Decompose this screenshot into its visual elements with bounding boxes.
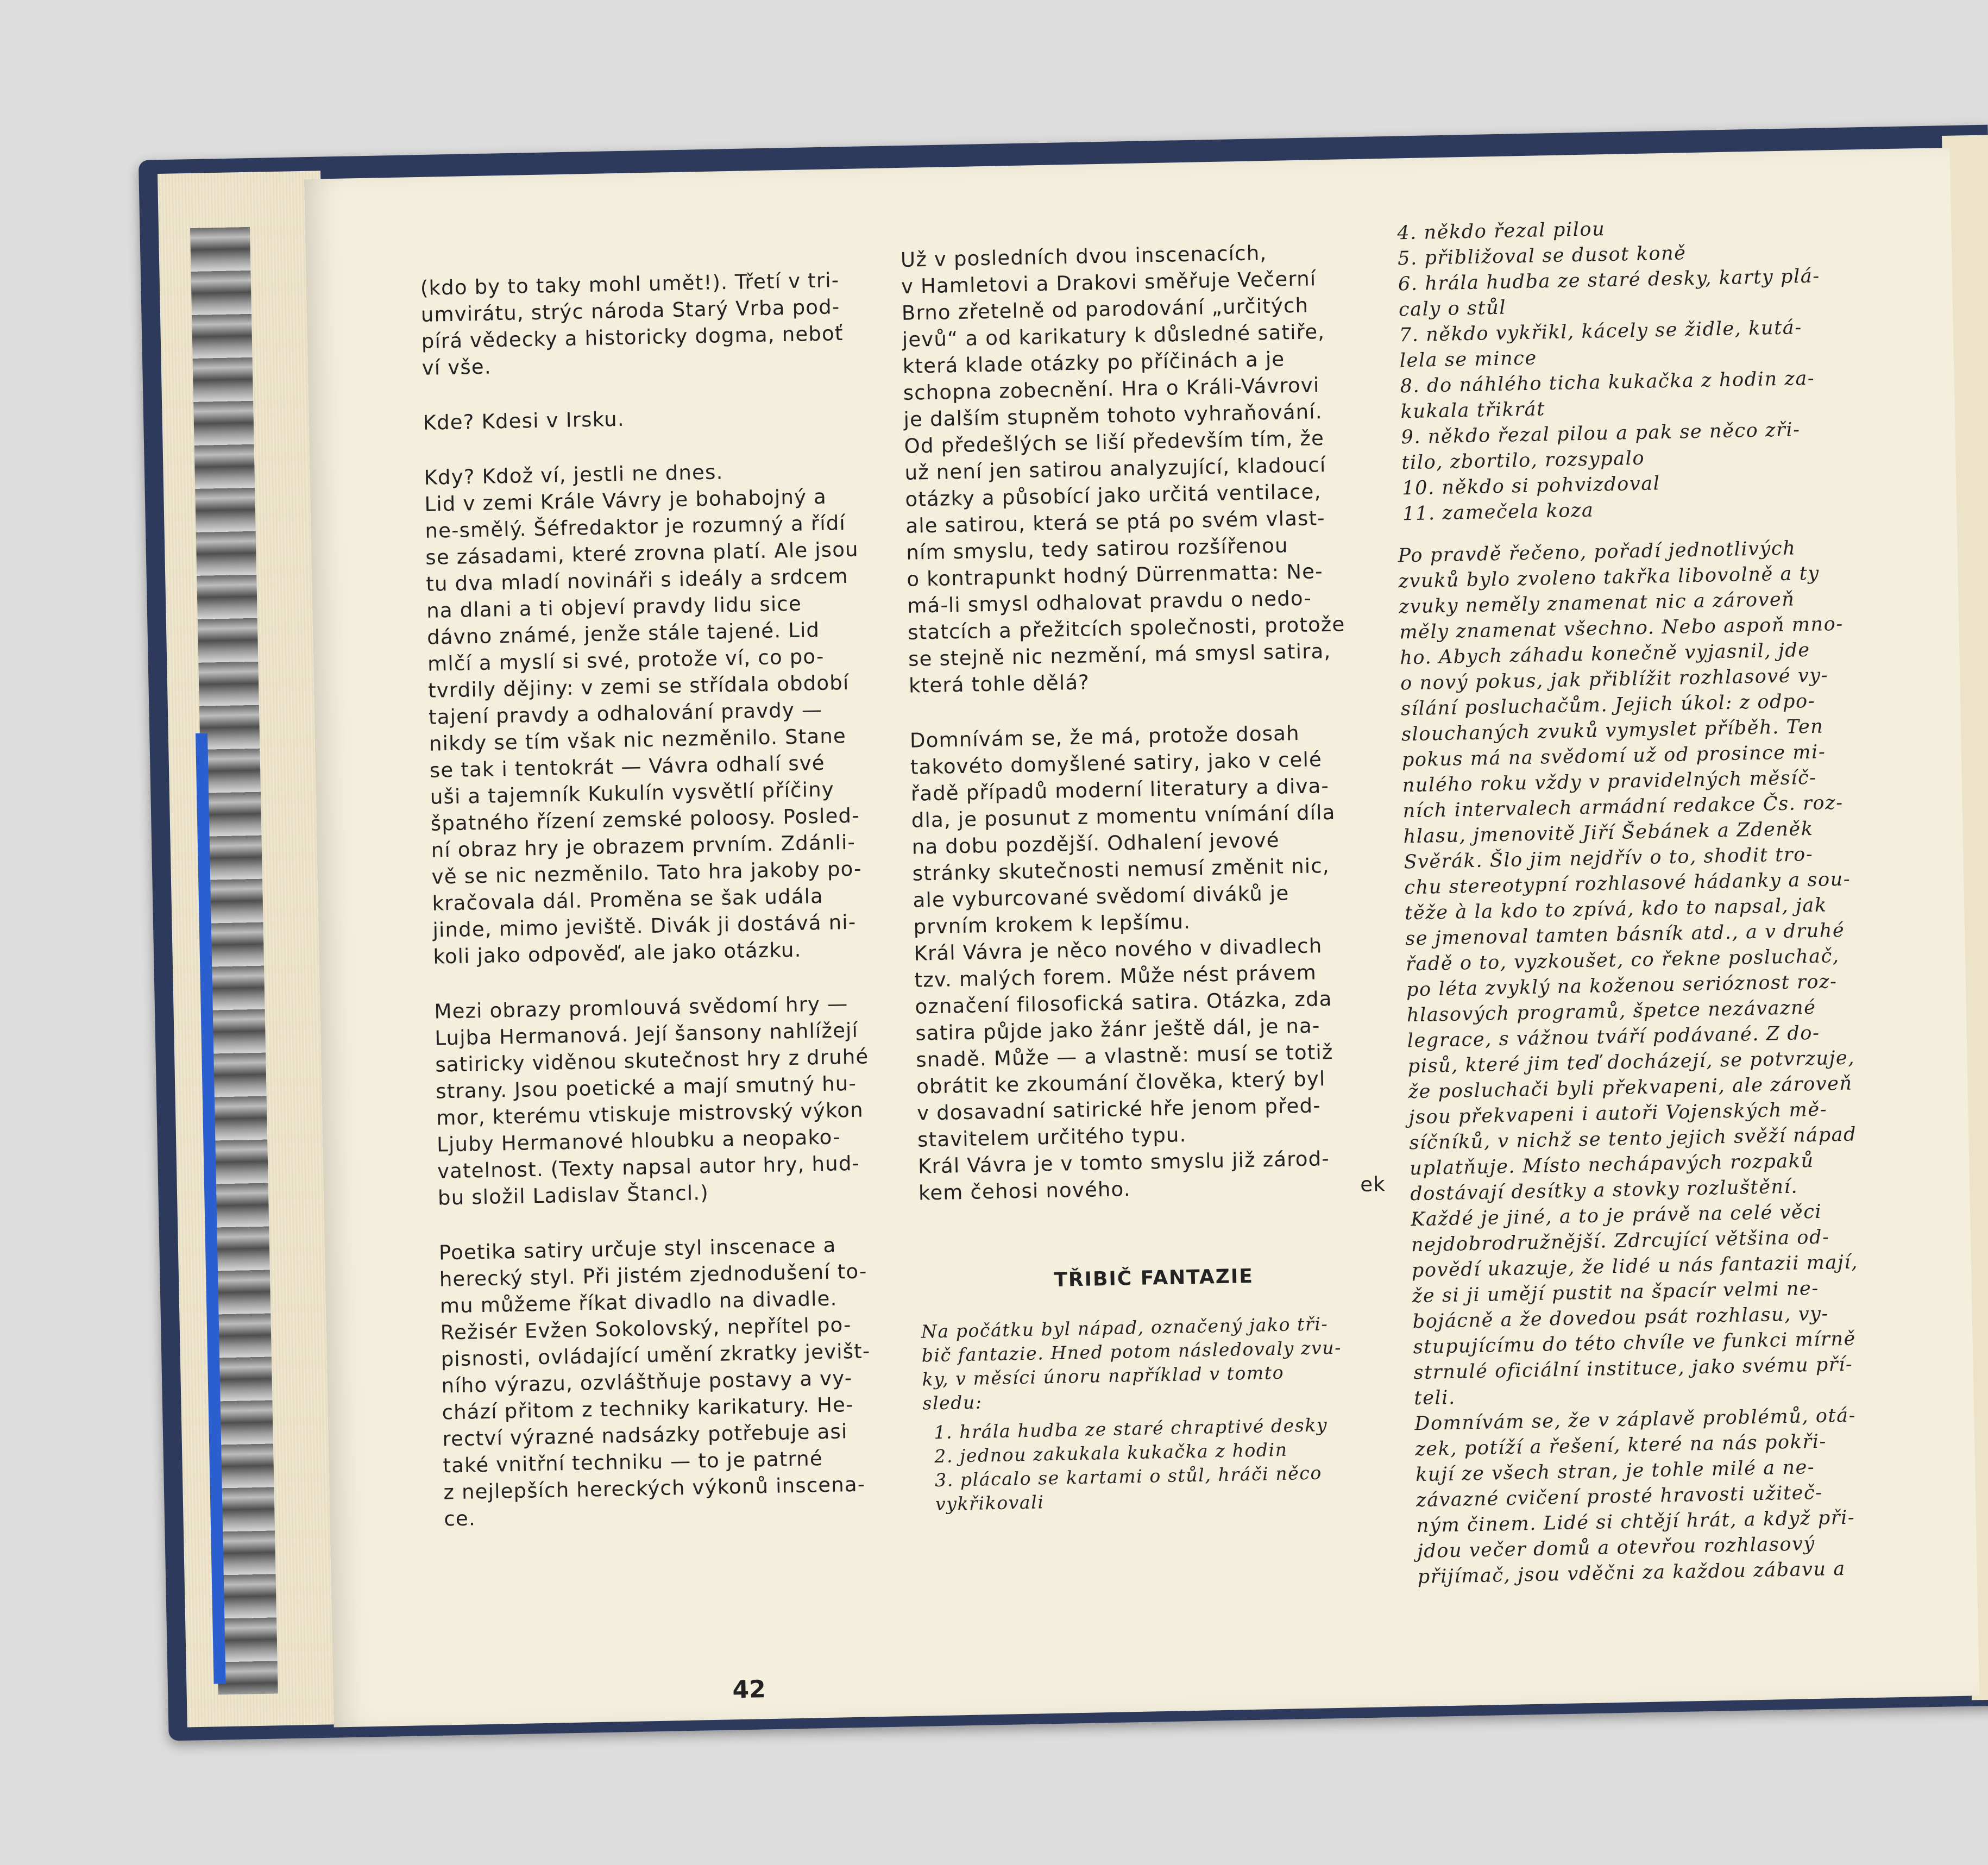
text-line: řadě případů moderní literatury a diva- (910, 774, 1330, 806)
text-line: v Hamletovi a Drakovi směřuje Večerní (901, 267, 1317, 298)
col2-last-line: kem čehosi nového. (918, 1177, 1131, 1205)
text-line: statcích a přežitcích společnosti, protože (907, 612, 1345, 644)
text-line: jevů“ a od karikatury k důsledné satiře, (902, 319, 1325, 351)
text-line: ní obraz hry je obrazem prvním. Zdánli- (431, 830, 856, 862)
text-line: o nový pokus, jak přiblížit rozhlasové vy- (1400, 664, 1829, 695)
text-line: zvuky neměly znamenat nic a zároveň (1399, 588, 1795, 618)
col3-sound-list (1392, 212, 1876, 528)
text-line: ních intervalech armádní redakce Čs. roz- (1402, 792, 1844, 822)
text-line: se tak i tentokrát — Vávra odhalí své (429, 751, 826, 782)
text-line: legrace, s vážnou tváří podávané. Z do- (1407, 1022, 1820, 1052)
text-line: teli. (1414, 1386, 1456, 1410)
text-line: kračovala dál. Proměna se šak udála (432, 884, 824, 915)
text-line: ce. (443, 1506, 476, 1531)
text-line: ným činem. Lidé si chtějí hrát, a když při- (1416, 1506, 1855, 1537)
text-line: vykřikovali (935, 1491, 1045, 1515)
text-line: zvuků bylo zvoleno takřka libovolně a ty (1398, 562, 1820, 593)
text-line: ale vyburcované svědomí diváků je (913, 881, 1289, 912)
text-line: lela se mince (1399, 347, 1538, 372)
text-line: tvrdily dějiny: v zemi se střídala období (427, 670, 850, 702)
text-line: ky, v měsíci únoru například v tomto (922, 1361, 1285, 1390)
text-line: měly znamenat všechno. Nebo aspoň mno- (1399, 613, 1844, 644)
text-line: (kdo by to taky mohl umět!). Třetí v tri- (420, 268, 840, 300)
text-line: dávno známé, jenže stále tajené. Lid (426, 618, 820, 649)
text-line: se zásadami, které zrovna platí. Ale jsou (425, 537, 859, 569)
text-line: jsou překvapeni i autoři Vojenských mě- (1408, 1098, 1828, 1129)
text-line: kukala třikrát (1400, 398, 1546, 423)
text-line: ho. Abych záhadu konečně vyjasnil, jde (1399, 639, 1810, 669)
text-line: rectví výrazné nadsázky potřebuje asi (442, 1420, 848, 1451)
text-line: bojácně a že dovedou psát rozhlasu, vy- (1412, 1303, 1829, 1333)
text-line: Domnívám se, že v záplavě problémů, otá- (1414, 1404, 1857, 1435)
text-line: Lujba Hermanová. Její šansony nahlížejí (434, 1018, 859, 1050)
text-line: ního výrazu, ozvláštňuje postavy a vy- (441, 1366, 853, 1398)
text-line: stavitelem určitého typu. (917, 1123, 1187, 1152)
text-line: hlasových programů, špetce nezávazné (1406, 996, 1816, 1027)
section-heading: TŘIBIČ FANTAZIE (1053, 1265, 1254, 1291)
text-line: v dosavadní satirické hře jenom před- (916, 1094, 1322, 1125)
text-line: vě se nic nezměnilo. Tato hra jakoby po- (431, 857, 863, 889)
text-line: jinde, mimo jeviště. Divák ji dostává ni- (432, 910, 857, 942)
text-line: mlčí a myslí si své, protože ví, co po- (427, 644, 825, 676)
col2-paragraph-1 (901, 237, 1376, 699)
text-line: stránky skutečnosti nemusí změnit nic, (912, 853, 1330, 886)
text-line: špatného řízení zemské poloosy. Posled- (430, 803, 860, 836)
text-line: prvním krokem k lepšímu. (913, 909, 1191, 939)
text-line: pokus má na svědomí už od prosince mi- (1401, 741, 1826, 771)
text-line: 2. jednou zakukala kukačka z hodin (934, 1439, 1288, 1467)
text-line: 7. někdo vykřikl, kácely se židle, kutá- (1399, 317, 1803, 347)
text-line: z nejlepších hereckých výkonů inscena- (443, 1472, 866, 1504)
text-line: chází přitom z techniky karikatury. He- (442, 1393, 854, 1424)
text-line: pisů, které jim teď docházejí, se potvrzuje, (1407, 1047, 1855, 1078)
text-line: uplatňuje. Místo nechápavých rozpaků (1409, 1150, 1815, 1180)
col1-paragraph-2 (423, 401, 874, 436)
text-line: Kdy? Kdož ví, jestli ne dnes. (424, 460, 724, 489)
text-line: tzv. malých forem. Může nést právem (914, 960, 1317, 992)
author-signature: ek (1360, 1172, 1386, 1197)
text-line: strany. Jsou poetické a mají smutný hu- (435, 1071, 857, 1103)
text-line: Každé je jiné, a to je právě na celé věci (1410, 1201, 1822, 1231)
col2-sound-list (923, 1412, 1392, 1516)
text-line: nejdobrodružnější. Zdrcující většina od- (1411, 1226, 1830, 1257)
text-line: Režisér Evžen Sokolovský, nepřítel po- (440, 1313, 852, 1345)
text-line: kují ze všech stran, je tohle milé a ne- (1415, 1456, 1815, 1486)
text-line: Poetika satiry určuje styl inscenace a (438, 1233, 836, 1265)
text-line: pisnosti, ovládající umění zkratky jevišt- (441, 1339, 871, 1371)
text-line: je dalším stupněm tohoto vyhraňování. (903, 400, 1323, 431)
text-line: uši a tajemník Kukulín vysvětlí příčiny (430, 777, 835, 809)
text-line: mu můžeme říkat divadlo na divadle. (439, 1286, 838, 1318)
text-line: že si ji umějí pustit na špacír velmi ne- (1412, 1277, 1820, 1308)
book-page (304, 148, 1979, 1728)
text-line: na dobu pozdější. Odhalení jevové (911, 828, 1280, 859)
text-line: mor, kterému vtiskuje mistrovský výkon (436, 1098, 864, 1130)
text-line: ví vše. (421, 355, 492, 380)
text-line: ale satirou, která se ptá po svém vlast- (905, 506, 1326, 538)
text-line: Svěrák. Šlo jim nejdřív o to, shodit tro- (1404, 843, 1814, 874)
text-line: sílání posluchačům. Jejich úkol: z odpo- (1400, 690, 1816, 720)
text-line: Domnívám se, že má, protože dosah (909, 721, 1300, 752)
text-line: chu stereotypní rozhlasové hádanky a sou- (1404, 868, 1851, 899)
text-line: nikdy se tím však nic nezměnilo. Stane (429, 724, 847, 756)
text-line: 1. hrála hudba ze staré chraptivé desky (934, 1414, 1328, 1443)
col2-paragraph-2 (910, 718, 1386, 1179)
text-line: 9. někdo řezal pilou a pak se něco zři- (1401, 419, 1801, 449)
text-line: tajení pravdy a odhalování pravdy — (428, 698, 823, 729)
text-line: takovéto domyšlené satiry, jako v celé (910, 748, 1323, 779)
text-line: stupujícímu do této chvíle ve funkci mírně (1413, 1328, 1857, 1359)
text-line: Ljuby Hermanové hloubku a neopako- (436, 1125, 841, 1157)
text-line: Král Vávra je něco nového v divadlech (914, 934, 1323, 965)
text-line: Na počátku byl nápad, označený jako tři- (921, 1313, 1329, 1342)
text-line: už není jen satirou analyzující, kladoucí (904, 453, 1326, 485)
col1-paragraph-5 (439, 1231, 895, 1533)
text-line: koli jako odpověď, ale jako otázku. (433, 938, 802, 969)
text-line: Brno zřetelně od parodování „určitých (901, 293, 1309, 325)
text-line: tilo, zbortilo, rozsypalo (1401, 447, 1645, 474)
text-line: otázky a působící jako určitá ventilace, (905, 480, 1322, 511)
col3-paragraph-1 (1398, 535, 1892, 1412)
text-line: hlasu, jmenovitě Jiří Šebánek a Zdeněk (1403, 818, 1814, 848)
text-line: Kde? Kdesi v Irsku. (423, 407, 625, 435)
page-number: 42 (732, 1675, 766, 1704)
text-line: ne-smělý. Šéfredaktor je rozumný a řídí (425, 511, 846, 543)
text-line: caly o stůl (1398, 297, 1507, 321)
text-line: na dlani a ti objeví pravdy lidu sice (426, 592, 802, 623)
text-line: nulého roku vždy v pravidelných měsíč- (1402, 767, 1817, 797)
text-line: závazné cvičení prosté hravosti užiteč- (1415, 1481, 1823, 1512)
text-line: která klade otázky po příčinách a je (902, 347, 1285, 378)
text-line: bič fantazie. Hned potom následovaly zvu- (921, 1336, 1342, 1366)
text-line: o kontrapunkt hodný Dürrenmatta: Ne- (906, 560, 1324, 591)
text-line: snadě. Může — a vlastně: musí se totiž (915, 1040, 1333, 1072)
text-line: 11. zamečela koza (1402, 499, 1594, 525)
text-line: bu složil Ladislav Štancl.) (437, 1181, 709, 1210)
column-2 (901, 237, 1392, 1516)
text-line: sledu: (922, 1391, 983, 1414)
text-line: zek, potíží a řešení, které na nás pokři- (1414, 1430, 1827, 1461)
text-line: se jmenoval tamten básník atd., a v druhé (1405, 919, 1845, 950)
text-line: schopna zobecnění. Hra o Králi-Vávrovi (903, 373, 1320, 405)
text-line: řadě o to, vyzkoušet, co řekne posluchač, (1405, 945, 1840, 976)
text-line: Od předešlých se liší především tím, že (904, 426, 1325, 458)
text-line: tu dva mladí novináři s ideály a srdcem (425, 564, 849, 596)
text-line: že posluchači byli překvapeni, ale zároveň (1408, 1072, 1853, 1103)
text-line: dla, je posunut z momentu vnímání díla (911, 800, 1336, 832)
text-line: Mezi obrazy promlouvá svědomí hry — (434, 992, 848, 1023)
text-line: umvirátu, strýc národa Starý Vrba pod- (420, 295, 840, 326)
text-line: 8. do náhlého ticha kukačka z hodin za- (1400, 367, 1815, 398)
text-line: dostávají desítky a stovky rozluštění. (1410, 1176, 1798, 1205)
text-line: Už v posledních dvou inscenacích, (900, 241, 1267, 272)
text-line: síčníků, v nichž se tento jejich svěží nápad (1409, 1123, 1857, 1154)
text-line: která tohle dělá? (908, 670, 1090, 698)
text-line: 3. plácalo se kartami o stůl, hráči něco (934, 1462, 1323, 1491)
col3-paragraph-2 (1414, 1402, 1896, 1590)
col2-intro (921, 1311, 1390, 1415)
text-line: těže à la kdo to zpívá, kdo to napsal, jak (1404, 894, 1828, 925)
text-line: strnulé oficiální instituce, jako svému pří- (1413, 1353, 1853, 1384)
text-line: obrátit ke zkoumání člověka, který byl (916, 1067, 1326, 1098)
text-line: označení filosofická satira. Otázka, zda (915, 987, 1332, 1019)
text-line: přijímač, jsou vděčni za každou zábavu a (1417, 1558, 1846, 1588)
col1-paragraph-4 (434, 990, 889, 1211)
text-line: se stejně nic nezmění, má smysl satira, (908, 639, 1331, 671)
text-line: satiricky viděnou skutečnost hry z druhé (435, 1045, 869, 1077)
text-line: také vnitřní techniku — to je patrné (443, 1447, 823, 1478)
text-line: povědí ukazuje, že lidé u nás fantazii mají, (1411, 1251, 1859, 1282)
text-line: 6. hrála hudba ze staré desky, karty plá- (1398, 265, 1821, 296)
text-line: 10. někdo si pohvizdoval (1401, 473, 1660, 500)
text-line: Lid v zemi Krále Vávry je bohabojný a (424, 485, 827, 516)
text-line: herecký styl. Při jistém zjednodušení to- (439, 1259, 867, 1291)
text-line: 5. přibližoval se dusot koně (1397, 242, 1687, 270)
text-line: satira půjde jako žánr ještě dál, je na- (915, 1014, 1320, 1045)
text-line: 4. někdo řezal pilou (1396, 218, 1606, 244)
text-line: má-li smysl odhalovat pravdu o nedo- (907, 586, 1312, 618)
column-3 (1392, 212, 1896, 1590)
text-line: pírá vědecky a historicky dogma, neboť (421, 322, 844, 353)
column-1 (420, 266, 895, 1560)
text-line: jdou večer domů a otevřou rozhlasový (1417, 1533, 1816, 1563)
col1-paragraph-1 (420, 266, 873, 381)
text-line: slouchaných zvuků vymyslet příběh. Ten (1401, 715, 1824, 746)
text-line: Král Vávra je v tomto smyslu již zárod- (917, 1147, 1330, 1178)
text-line: Po pravdě řečeno, pořadí jednotlivých (1398, 537, 1796, 567)
text-line: po léta zvyklý na koženou serióznost roz- (1406, 971, 1838, 1001)
text-line: vatelnost. (Texty napsal autor hry, hud- (437, 1151, 860, 1183)
col1-paragraph-3 (424, 456, 884, 970)
text-line: ním smyslu, tedy satirou rozšířenou (905, 533, 1289, 564)
